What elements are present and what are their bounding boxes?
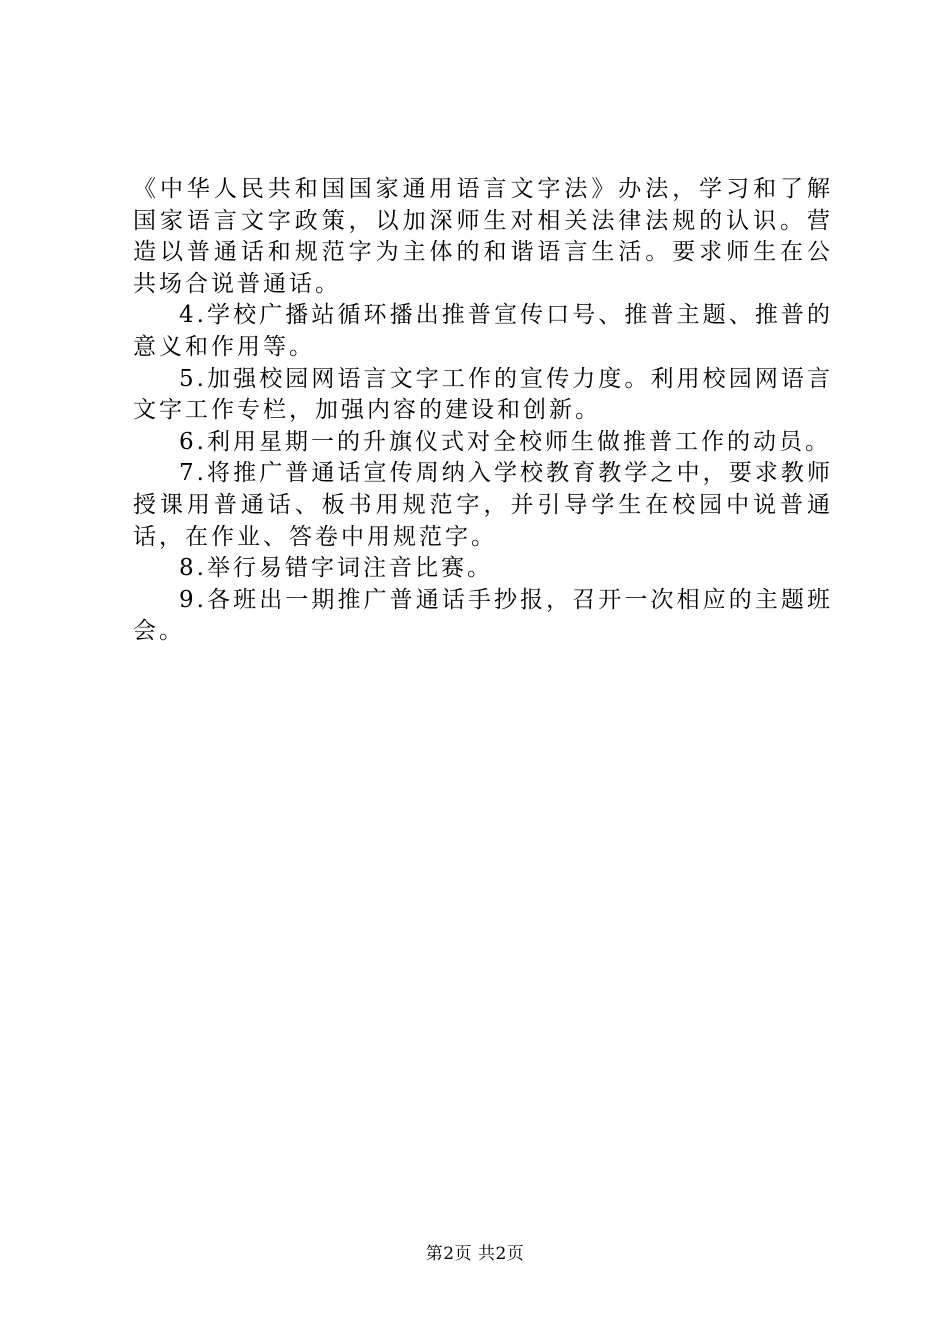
paragraph-item-7: 7.将推广普通话宣传周纳入学校教育教学之中，要求教师授课用普通话、板书用规范字，并引导学生在校园中说普通话，在作业、答卷中用规范字。 [133,460,833,550]
paragraph-continuation: 《中华人民共和国国家通用语言文字法》办法，学习和了解国家语言文字政策，以加深师生对相关法律法规的认识。营造以普通话和规范字为主体的和谐语言生活。要求师生在公共场合说普通话。 [133,176,833,297]
paragraph-item-8: 8.举行易错字词注音比赛。 [179,555,493,582]
paragraph-item-9: 9.各班出一期推广普通话手抄报，召开一次相应的主题班会。 [133,586,833,645]
paragraph-item-4: 4.学校广播站循环播出推普宣传口号、推普主题、推普的意义和作用等。 [133,302,833,360]
document-body [133,174,833,648]
paragraph-item-5: 5.加强校园网语言文字工作的宣传力度。利用校园网语言文字工作专栏，加强内容的建设和创新。 [133,365,833,424]
page-footer: 第2页 共2页 [425,1244,525,1264]
paragraph-item-6: 6.利用星期一的升旗仪式对全校师生做推普工作的动员。 [179,428,831,455]
